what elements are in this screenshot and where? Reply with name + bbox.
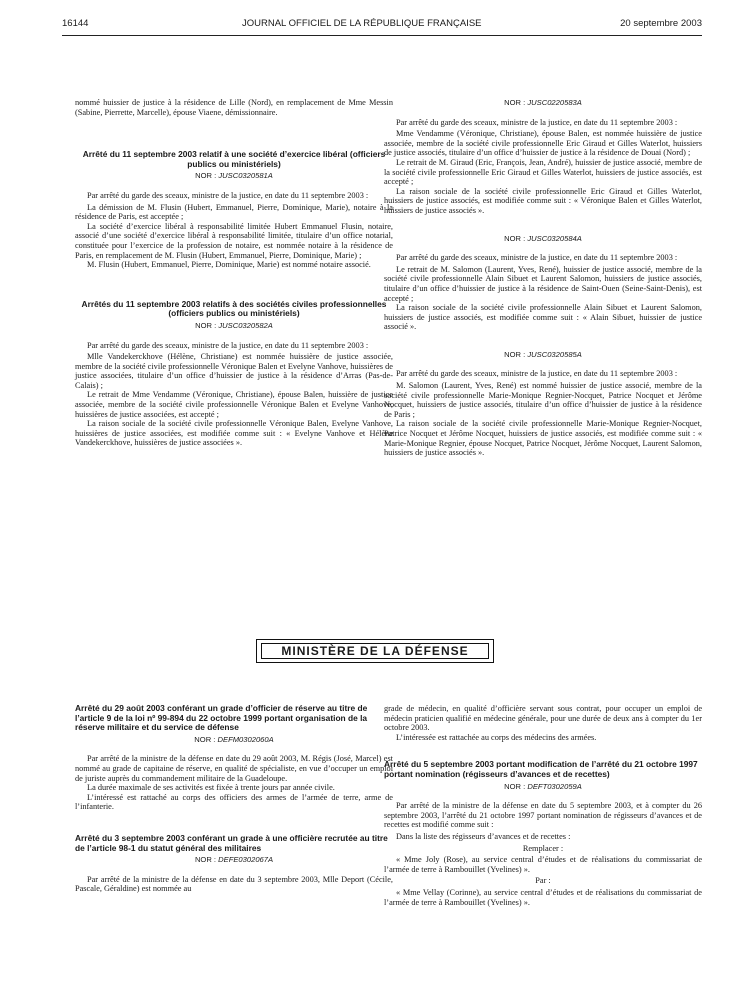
- journal-title: JOURNAL OFFICIEL DE LA RÉPUBLIQUE FRANÇAISE: [242, 18, 482, 29]
- header-rule: [62, 35, 702, 36]
- paragraph: La raison sociale de la société civile professionnelle Véronique Balen, Evelyne Vanhove, huissières de justice associées, est modifiée comme suit : « Evelyne Vanhove et Hélène Vandekerckhove, huissières de justice associées ».: [75, 419, 393, 448]
- decree-title: Arrêté du 11 septembre 2003 relatif à une société d’exercice libéral (officiers publics ou ministériels): [82, 149, 386, 169]
- paragraph: La raison sociale de la société civile professionnelle Marie-Monique Regnier-Nocquet, Patrice Nocquet et Jérôme Nocquet, huissiers de justice associés, est modifiée comme suit : « Marie-Monique Regnier, épouse Nocquet, Patrice Nocquet, Jérôme Nocquet, Laurent Salomon, huissiers de justice associés ».: [384, 419, 702, 458]
- page-number: 16144: [62, 18, 89, 29]
- paragraph: L’intéressée est rattachée au corps des médecins des armées.: [396, 732, 597, 742]
- paragraph: Par arrêté du garde des sceaux, ministre de la justice, en date du 11 septembre 2003 :: [87, 340, 369, 350]
- paragraph: La raison sociale de la société civile professionnelle Alain Sibuet et Laurent Salomon, huissiers de justice associés, est modifiée comme suit : « Alain Sibuet, huissier de justice associé ».: [384, 303, 702, 332]
- paragraph: Le retrait de Mme Vendamme (Véronique, Christiane), épouse Balen, huissière de justice associée, membre de la société civile professionnelle Véronique Balen et Evelyne Vanhove, huissières de justice associées, est accepté ;: [75, 390, 393, 419]
- decree-title: Arrêté du 5 septembre 2003 portant modification de l’arrêté du 21 octobre 1997 portant nomination (régisseurs d’avances et de recettes): [384, 759, 698, 779]
- decree-title: Arrêté du 3 septembre 2003 conférant un grade à une officière recrutée au titre de l’article 98-1 du statut général des militaires: [75, 832, 388, 853]
- issue-date: 20 septembre 2003: [620, 18, 702, 29]
- paragraph: « Mme Vellay (Corinne), au service central d’études et de réalisations du commissariat de l’armée de terre à Rambouillet (Yvelines) ».: [384, 887, 702, 907]
- nor-reference: NOR : JUSC0320582A: [195, 320, 273, 330]
- paragraph: Par arrêté de la ministre de la défense en date du 5 septembre 2003, et à compter du 26 septembre 2003, l’arrêté du 21 octobre 1997 portant nomination de régisseurs d’avances et de recettes est modifié comme suit :: [384, 801, 702, 830]
- ministry-heading: MINISTÈRE DE LA DÉFENSE: [261, 643, 489, 659]
- paragraph: Dans la liste des régisseurs d’avances et de recettes :: [396, 831, 571, 841]
- paragraph: Mme Vendamme (Véronique, Christiane), épouse Balen, est nommée huissière de justice associée, membre de la société civile professionnelle Eric Giraud et Gilles Waterlot, huissiers de justice associés, titulaire d’un office d’huissier de justice à la résidence de Douai (Nord) ;: [384, 129, 702, 158]
- nor-reference: NOR : DEFT0302059A: [504, 781, 582, 791]
- nor-reference: NOR : DEFM0302060A: [194, 734, 274, 744]
- decree-title: Arrêtés du 11 septembre 2003 relatifs à des sociétés civiles professionnelles (officiers publics ou ministériels): [81, 298, 387, 319]
- bottom-left-column: [75, 704, 393, 894]
- paragraph: M. Salomon (Laurent, Yves, René) est nommé huissier de justice associé, membre de la société civile professionnelle Marie-Monique Regnier-Nocquet, Patrice Nocquet et Jérôme Nocquet, huissiers de justice associés, titulaire d’un office d’huissier de justice à la résidence de Paris ;: [384, 381, 702, 419]
- top-left-column: [75, 98, 393, 448]
- paragraph: « Mme Joly (Rose), au service central d’études et de réalisations du commissariat de l’armée de terre à Rambouillet (Yvelines) ».: [384, 855, 702, 874]
- paragraph: Mlle Vandekerckhove (Hélène, Christiane) est nommée huissière de justice associée, membre de la société civile professionnelle Véronique Balen et Evelyne Vanhove, huissières de justice associées, titulaire d’un office d’huissier de justice à la résidence d’Arras (Pas-de-Calais) ;: [75, 352, 393, 390]
- paragraph: La démission de M. Flusin (Hubert, Emmanuel, Pierre, Dominique, Marie), notaire à la résidence de Paris, est acceptée ;: [75, 202, 393, 222]
- intro-paragraph: nommé huissier de justice à la résidence de Lille (Nord), en remplacement de Mme Messin (Sabine, Pierrette, Marcelle), épouse Viaene, démissionnaire.: [75, 98, 393, 117]
- nor-reference: NOR : JUSC0320581A: [195, 171, 273, 181]
- nor-reference: NOR : JUSC0320585A: [504, 349, 582, 359]
- paragraph: Le retrait de M. Salomon (Laurent, Yves, René), huissier de justice associé, membre de la société civile professionnelle Alain Sibuet et Laurent Salomon, huissiers de justice associés, titulaire d’un office d’huissier de justice à la résidence de Saint-Ouen (Seine-Saint-Denis), est accepté ;: [384, 264, 702, 303]
- paragraph: Par :: [535, 876, 551, 886]
- paragraph: Par arrêté du garde des sceaux, ministre de la justice, en date du 11 septembre 2003 :: [87, 190, 369, 200]
- paragraph: Par arrêté du garde des sceaux, ministre de la justice, en date du 11 septembre 2003 :: [396, 253, 678, 263]
- ministry-heading-box: [256, 639, 494, 663]
- paragraph: La société d’exercice libéral à responsabilité limitée Hubert Emmanuel Flusin, notaire, associé d’une société d’exercice libéral à responsabilité limitée, titulaire d’un office notarial, constituée pour l’exercice de la profession de notaire, est nommée notaire à la résidence de Paris, en remplacement de M. Flusin (Hubert, Emmanuel, Pierre, Dominique, Marie) ;: [75, 221, 393, 260]
- decree-title: Arrêté du 29 août 2003 conférant un grade d’officier de réserve au titre de l’article 9 de la loi nº 99-894 du 22 octobre 1999 portant organisation de la réserve militaire et du service de défense: [75, 703, 368, 733]
- paragraph: La durée maximale de ses activités est fixée à trente jours par année civile.: [87, 783, 335, 793]
- paragraph: M. Flusin (Hubert, Emmanuel, Pierre, Dominique, Marie) est nommé notaire associé.: [87, 260, 371, 270]
- paragraph: Par arrêté du garde des sceaux, ministre de la justice, en date du 11 septembre 2003 :: [396, 117, 678, 127]
- top-right-column: [384, 98, 702, 458]
- nor-reference: NOR : JUSC0320584A: [504, 233, 582, 243]
- paragraph: Le retrait de M. Giraud (Eric, François, Jean, André), huissier de justice associé, membre de la société civile professionnelle Eric Giraud et Gilles Waterlot, huissiers de justice associés, est accepté ;: [384, 157, 702, 187]
- nor-reference: NOR : DEFE0302067A: [194, 855, 274, 865]
- paragraph: L’intéressé est rattaché au corps des officiers des armes de l’armée de terre, arme de l’infanterie.: [75, 792, 393, 812]
- paragraph: Par arrêté de la ministre de la défense en date du 29 août 2003, M. Régis (José, Marcel) est nommé au grade de capitaine de réserve, en qualité de spécialiste, en vue d’occuper un emploi de juriste auprès du commandement militaire de la Guadeloupe.: [75, 754, 393, 783]
- page-header: [62, 18, 702, 32]
- nor-reference: NOR : JUSC0220583A: [504, 98, 582, 107]
- bottom-right-column: [384, 704, 702, 907]
- paragraph: La raison sociale de la société civile professionnelle Eric Giraud et Gilles Waterlot, huissiers de justice associés, est modifiée comme suit : « Véronique Balen et Gilles Waterlot, huissiers de justice associés ».: [384, 186, 702, 215]
- paragraph: Remplacer :: [522, 843, 564, 853]
- paragraph: Par arrêté de la ministre de la défense en date du 3 septembre 2003, Mlle Deport (Cécile, Pascale, Géraldine) est nommée au: [75, 874, 393, 894]
- paragraph: Par arrêté du garde des sceaux, ministre de la justice, en date du 11 septembre 2003 :: [396, 369, 678, 379]
- paragraph: grade de médecin, en qualité d’officière servant sous contrat, pour occuper un emploi de médecin praticien qualifié en médecine générale, pour une durée de deux ans à compter du 1er octobre 2003.: [384, 704, 702, 733]
